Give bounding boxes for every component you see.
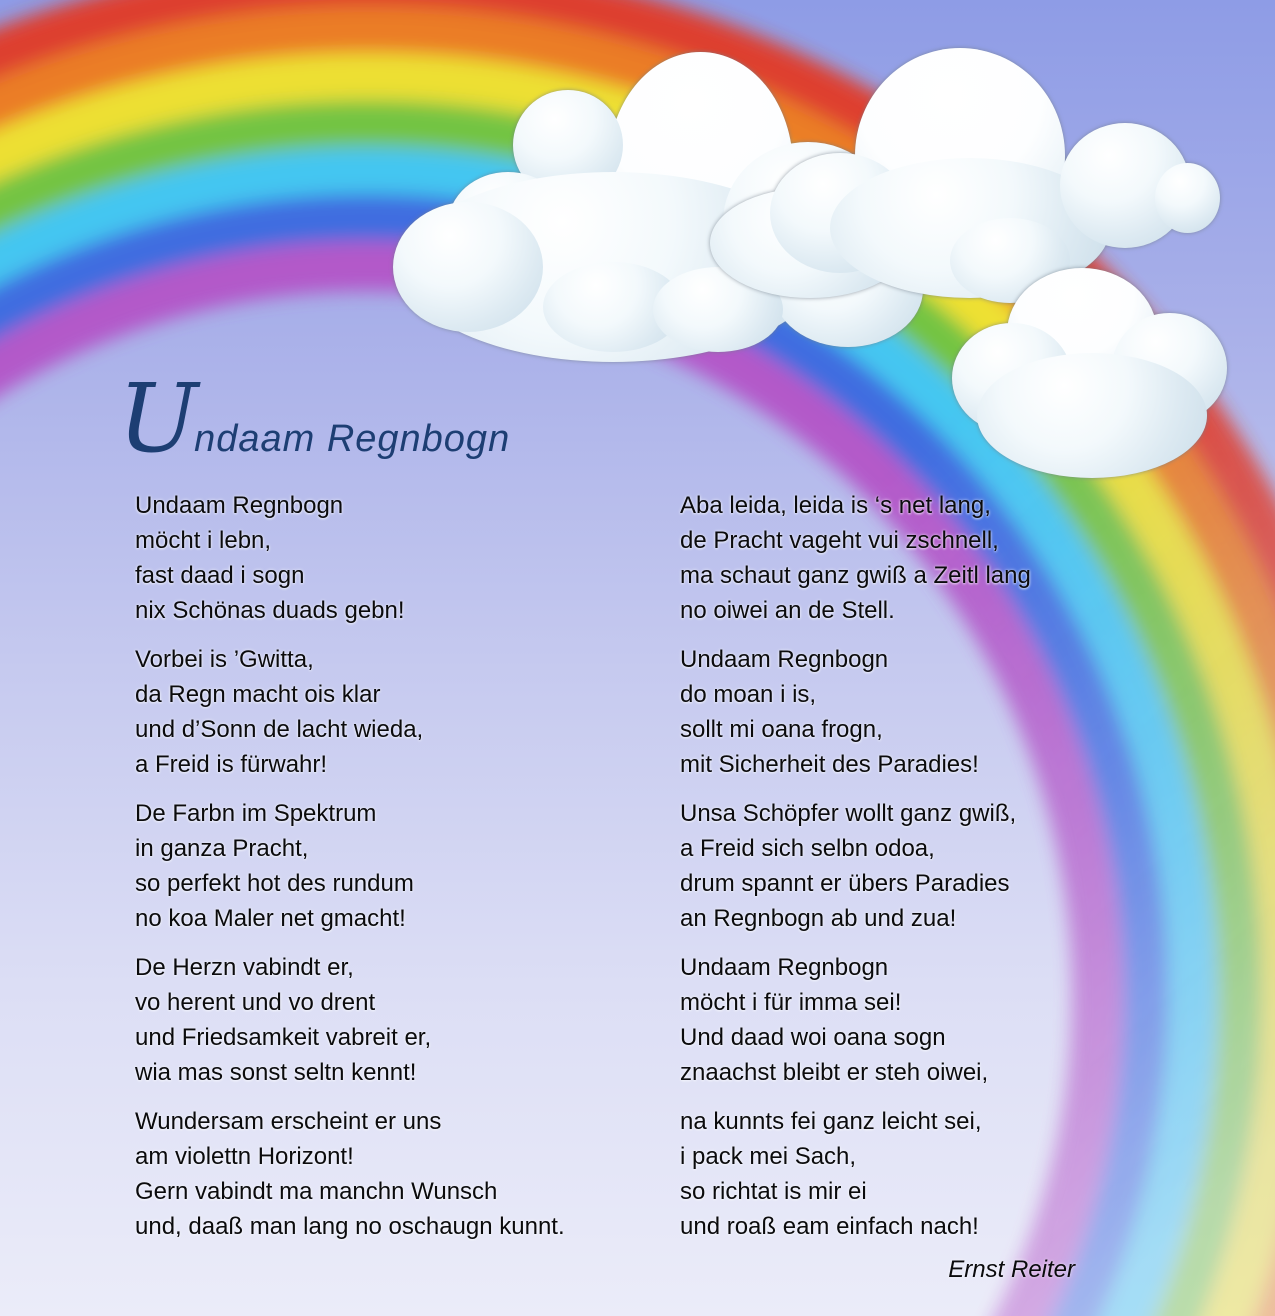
poem-line: sollt mi oana frogn,: [680, 716, 883, 743]
poem-line: Aba leida, leida is ‘s net lang,: [680, 492, 991, 519]
stanza: [680, 796, 1120, 936]
poem-line: Gern vabindt ma manchn Wunsch: [135, 1178, 498, 1205]
poem-line: De Farbn im Spektrum: [135, 800, 377, 827]
poem-line: De Herzn vabindt er,: [135, 954, 354, 981]
poem-line: no koa Maler net gmacht!: [135, 905, 406, 932]
stanza: [135, 950, 575, 1090]
poem-line: znaachst bleibt er steh oiwei,: [680, 1059, 989, 1086]
poem-line: Und daad woi oana sogn: [680, 1024, 946, 1051]
poem-line: vo herent und vo drent: [135, 989, 376, 1016]
stanza: [680, 950, 1120, 1090]
poem-line: na kunnts fei ganz leicht sei,: [680, 1108, 982, 1135]
poem-line: do moan i is,: [680, 681, 817, 708]
poem-line: an Regnbogn ab und zua!: [680, 905, 957, 932]
title-drop-cap: U: [118, 364, 195, 474]
stanza: [135, 642, 575, 782]
poem-line: möcht i für imma sei!: [680, 989, 902, 1016]
poem-line: Undaam Regnbogn: [680, 954, 889, 981]
poem-line: möcht i lebn,: [135, 527, 272, 554]
poem-line: so richtat is mir ei: [680, 1178, 867, 1205]
poem-line: fast daad i sogn: [135, 562, 305, 589]
poem-line: und, daaß man lang no oschaugn kunnt.: [135, 1213, 565, 1240]
poem-line: ma schaut ganz gwiß a Zeitl lang: [680, 562, 1031, 589]
poem-line: Wundersam erscheint er uns: [135, 1108, 442, 1135]
cloud-right-icon: [770, 48, 1220, 303]
cloud-small-icon: [952, 268, 1232, 483]
poem-line: und Friedsamkeit vabreit er,: [135, 1024, 432, 1051]
poem-line: i pack mei Sach,: [680, 1143, 857, 1170]
poem-line: und d’Sonn de lacht wieda,: [135, 716, 424, 743]
stanza: [135, 1104, 575, 1244]
poem-line: mit Sicherheit des Paradies!: [680, 751, 979, 778]
stanza: [680, 488, 1120, 628]
cloud-puff: [977, 353, 1207, 478]
poem-line: Vorbei is ’Gwitta,: [135, 646, 314, 673]
poem-title: [118, 364, 511, 474]
poem-line: so perfekt hot des rundum: [135, 870, 414, 897]
poem-line: da Regn macht ois klar: [135, 681, 381, 708]
poem-line: no oiwei an de Stell.: [680, 597, 895, 624]
cloud-puff: [1155, 163, 1220, 233]
poem-line: a Freid is fürwahr!: [135, 751, 328, 778]
stanza: [135, 488, 575, 628]
poem-line: Undaam Regnbogn: [135, 492, 344, 519]
poem-line: am violettn Horizont!: [135, 1143, 354, 1170]
title-text: ndaam Regnbogn: [194, 418, 511, 460]
stanza: [680, 642, 1120, 782]
cloud-puff: [393, 202, 543, 332]
stanza: [680, 1104, 1120, 1244]
poem-line: und roaß eam einfach nach!: [680, 1213, 979, 1240]
poem-line: de Pracht vageht vui zschnell,: [680, 527, 999, 554]
author-signature: Ernst Reiter: [948, 1256, 1075, 1283]
poem-line: in ganza Pracht,: [135, 835, 309, 862]
poem-line: Undaam Regnbogn: [680, 646, 889, 673]
poem-line: nix Schönas duads gebn!: [135, 597, 405, 624]
stanza: [135, 796, 575, 936]
poem-line: a Freid sich selbn odoa,: [680, 835, 935, 862]
poem-line: Unsa Schöpfer wollt ganz gwiß,: [680, 800, 1017, 827]
poem-column-right: [680, 488, 1120, 1258]
poem-line: drum spannt er übers Paradies: [680, 870, 1010, 897]
poem-line: wia mas sonst seltn kennt!: [135, 1059, 417, 1086]
poem-column-left: [135, 488, 575, 1258]
